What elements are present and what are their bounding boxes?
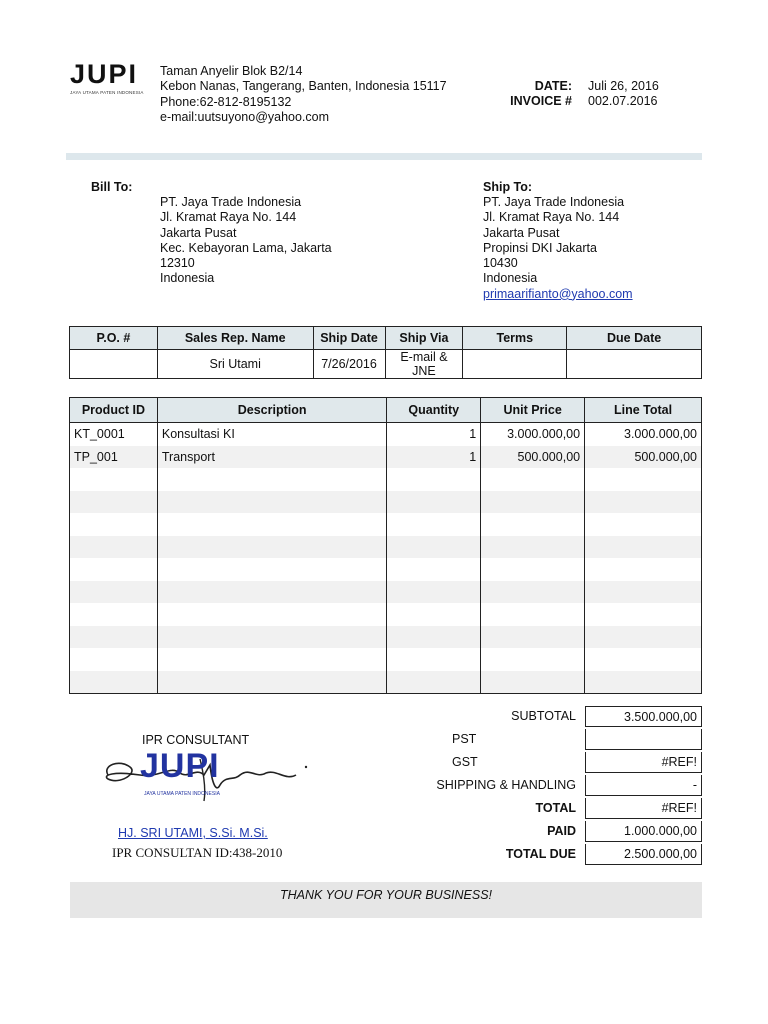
- invoice-number-value: 002.07.2016: [588, 94, 658, 109]
- description-cell: [157, 648, 386, 671]
- quantity-cell: 1: [387, 446, 481, 469]
- product-id-cell: [70, 603, 158, 626]
- product-id-cell: [70, 468, 158, 491]
- logo-text: JUPI: [70, 59, 139, 89]
- line-total-cell: [585, 558, 702, 581]
- table-row: [70, 648, 702, 671]
- table-row: [70, 446, 702, 469]
- ship-to-line: Propinsi DKI Jakarta: [483, 240, 597, 255]
- invoice-meta-labels: [480, 79, 572, 110]
- totals-values: [585, 706, 702, 867]
- table-row: [70, 513, 702, 536]
- line-items-table: [69, 397, 702, 694]
- header-divider: [66, 153, 702, 160]
- bill-to-label: Bill To:: [91, 180, 133, 194]
- pst-label: PST: [452, 732, 477, 746]
- table-row: [70, 491, 702, 514]
- table-row: [70, 626, 702, 649]
- unit-price-cell: [481, 581, 585, 604]
- thank-you-banner: THANK YOU FOR YOUR BUSINESS!: [70, 882, 702, 918]
- company-address-line: Kebon Nanas, Tangerang, Banten, Indonesia 15117: [160, 79, 447, 94]
- table-row: [70, 558, 702, 581]
- unit-price-cell: [481, 491, 585, 514]
- description-cell: [157, 468, 386, 491]
- ipr-consultant-label: IPR CONSULTANT: [142, 733, 250, 747]
- subtotal-label: SUBTOTAL: [511, 709, 576, 723]
- line-total-cell: [585, 626, 702, 649]
- due-date-header: Due Date: [567, 327, 702, 350]
- ship-date-header: Ship Date: [313, 327, 385, 350]
- invoice-meta-values: [588, 79, 659, 110]
- company-address-line: Taman Anyelir Blok B2/14: [160, 64, 303, 78]
- totals-labels: [396, 705, 576, 866]
- quantity-cell: [387, 491, 481, 514]
- unit-price-cell: [481, 648, 585, 671]
- paid-label: PAID: [547, 824, 576, 838]
- bill-to-line: 12310: [160, 256, 195, 271]
- product-id-cell: [70, 513, 158, 536]
- bill-to-line: Jl. Kramat Raya No. 144: [160, 210, 297, 225]
- sales-rep-value: Sri Utami: [157, 350, 313, 379]
- quantity-cell: [387, 513, 481, 536]
- items-header-row: [70, 398, 702, 423]
- gst-value: #REF!: [585, 752, 702, 773]
- signature-stamp: [100, 745, 330, 817]
- items-body: [70, 423, 702, 694]
- product-id-cell: [70, 491, 158, 514]
- date-label: DATE:: [534, 79, 572, 93]
- product-id-cell: KT_0001: [70, 423, 158, 446]
- quantity-cell: [387, 648, 481, 671]
- ship-to-email-link[interactable]: primaarifianto@yahoo.com: [483, 286, 633, 301]
- terms-header: Terms: [463, 327, 567, 350]
- due-date-value: [567, 350, 702, 379]
- quantity-header: Quantity: [387, 398, 481, 423]
- order-info-table: [69, 326, 702, 379]
- po-number-value: [70, 350, 158, 379]
- ship-to-address: [483, 195, 633, 302]
- table-row: [70, 603, 702, 626]
- total-label: TOTAL: [535, 801, 576, 815]
- order-header-row: [70, 327, 702, 350]
- description-cell: [157, 536, 386, 559]
- stamp-subtext: JAYA UTAMA PATEN INDONESIA: [144, 791, 220, 797]
- quantity-cell: [387, 536, 481, 559]
- unit-price-cell: [481, 603, 585, 626]
- signer-name: HJ. SRI UTAMI, S.Si. M.Si.: [118, 826, 268, 840]
- company-logo: [70, 60, 144, 95]
- quantity-cell: 1: [387, 423, 481, 446]
- unit-price-cell: [481, 671, 585, 694]
- bill-to-line: PT. Jaya Trade Indonesia: [160, 195, 302, 209]
- description-cell: [157, 513, 386, 536]
- table-row: [70, 671, 702, 694]
- product-id-header: Product ID: [70, 398, 158, 423]
- paid-value: 1.000.000,00: [585, 821, 702, 842]
- product-id-cell: TP_001: [70, 446, 158, 469]
- line-total-cell: [585, 513, 702, 536]
- line-total-cell: [585, 648, 702, 671]
- unit-price-cell: 500.000,00: [481, 446, 585, 469]
- date-value: Juli 26, 2016: [588, 79, 659, 93]
- company-address: [160, 64, 447, 125]
- quantity-cell: [387, 581, 481, 604]
- line-total-cell: [585, 536, 702, 559]
- subtotal-value: 3.500.000,00: [585, 706, 702, 727]
- description-cell: [157, 603, 386, 626]
- stamp-logo: JUPI: [140, 747, 220, 785]
- line-total-cell: [585, 468, 702, 491]
- table-row: [70, 423, 702, 446]
- quantity-cell: [387, 468, 481, 491]
- line-total-cell: [585, 491, 702, 514]
- gst-label: GST: [452, 755, 478, 769]
- table-row: [70, 468, 702, 491]
- unit-price-cell: 3.000.000,00: [481, 423, 585, 446]
- order-values-row: [70, 350, 702, 379]
- line-total-cell: [585, 671, 702, 694]
- po-number-header: P.O. #: [70, 327, 158, 350]
- ship-to-line: Jakarta Pusat: [483, 225, 560, 240]
- description-cell: [157, 671, 386, 694]
- shipping-label: SHIPPING & HANDLING: [436, 778, 576, 792]
- product-id-cell: [70, 536, 158, 559]
- ship-to-line: 10430: [483, 256, 518, 271]
- ship-to-label: Ship To:: [483, 180, 533, 194]
- description-cell: [157, 626, 386, 649]
- ship-via-header: Ship Via: [385, 327, 463, 350]
- quantity-cell: [387, 558, 481, 581]
- product-id-cell: [70, 558, 158, 581]
- description-cell: Konsultasi KI: [157, 423, 386, 446]
- company-phone: Phone:62-812-8195132: [160, 94, 292, 109]
- ship-to-line: Indonesia: [483, 271, 538, 286]
- line-total-cell: 500.000,00: [585, 446, 702, 469]
- quantity-cell: [387, 626, 481, 649]
- product-id-cell: [70, 581, 158, 604]
- total-value: #REF!: [585, 798, 702, 819]
- ship-to-line: PT. Jaya Trade Indonesia: [483, 195, 625, 209]
- company-email: e-mail:uutsuyono@yahoo.com: [160, 109, 330, 124]
- bill-to-address: [160, 195, 332, 287]
- shipping-value: -: [585, 775, 702, 796]
- ship-to-line: Jl. Kramat Raya No. 144: [483, 210, 620, 225]
- logo-subtext: JAYA UTAMA PATEN INDONESIA: [70, 90, 144, 95]
- description-header: Description: [157, 398, 386, 423]
- line-total-cell: 3.000.000,00: [585, 423, 702, 446]
- unit-price-cell: [481, 468, 585, 491]
- total-due-value: 2.500.000,00: [585, 844, 702, 865]
- bill-to-line: Jakarta Pusat: [160, 225, 237, 240]
- line-total-cell: [585, 603, 702, 626]
- description-cell: Transport: [157, 446, 386, 469]
- total-due-label: TOTAL DUE: [505, 847, 576, 861]
- product-id-cell: [70, 626, 158, 649]
- quantity-cell: [387, 603, 481, 626]
- line-total-cell: [585, 581, 702, 604]
- line-total-header: Line Total: [585, 398, 702, 423]
- signer-id: IPR CONSULTAN ID:438-2010: [112, 845, 283, 860]
- table-row: [70, 536, 702, 559]
- sales-rep-header: Sales Rep. Name: [157, 327, 313, 350]
- terms-value: [463, 350, 567, 379]
- description-cell: [157, 581, 386, 604]
- unit-price-cell: [481, 513, 585, 536]
- description-cell: [157, 558, 386, 581]
- unit-price-cell: [481, 536, 585, 559]
- bill-to-line: Kec. Kebayoran Lama, Jakarta: [160, 240, 332, 255]
- description-cell: [157, 491, 386, 514]
- unit-price-header: Unit Price: [481, 398, 585, 423]
- table-row: [70, 581, 702, 604]
- product-id-cell: [70, 648, 158, 671]
- invoice-number-label: INVOICE #: [510, 94, 572, 109]
- unit-price-cell: [481, 626, 585, 649]
- ship-date-value: 7/26/2016: [313, 350, 385, 379]
- pst-value: [585, 729, 702, 750]
- quantity-cell: [387, 671, 481, 694]
- unit-price-cell: [481, 558, 585, 581]
- ship-via-value: E-mail & JNE: [385, 350, 463, 379]
- bill-to-line: Indonesia: [160, 271, 215, 286]
- product-id-cell: [70, 671, 158, 694]
